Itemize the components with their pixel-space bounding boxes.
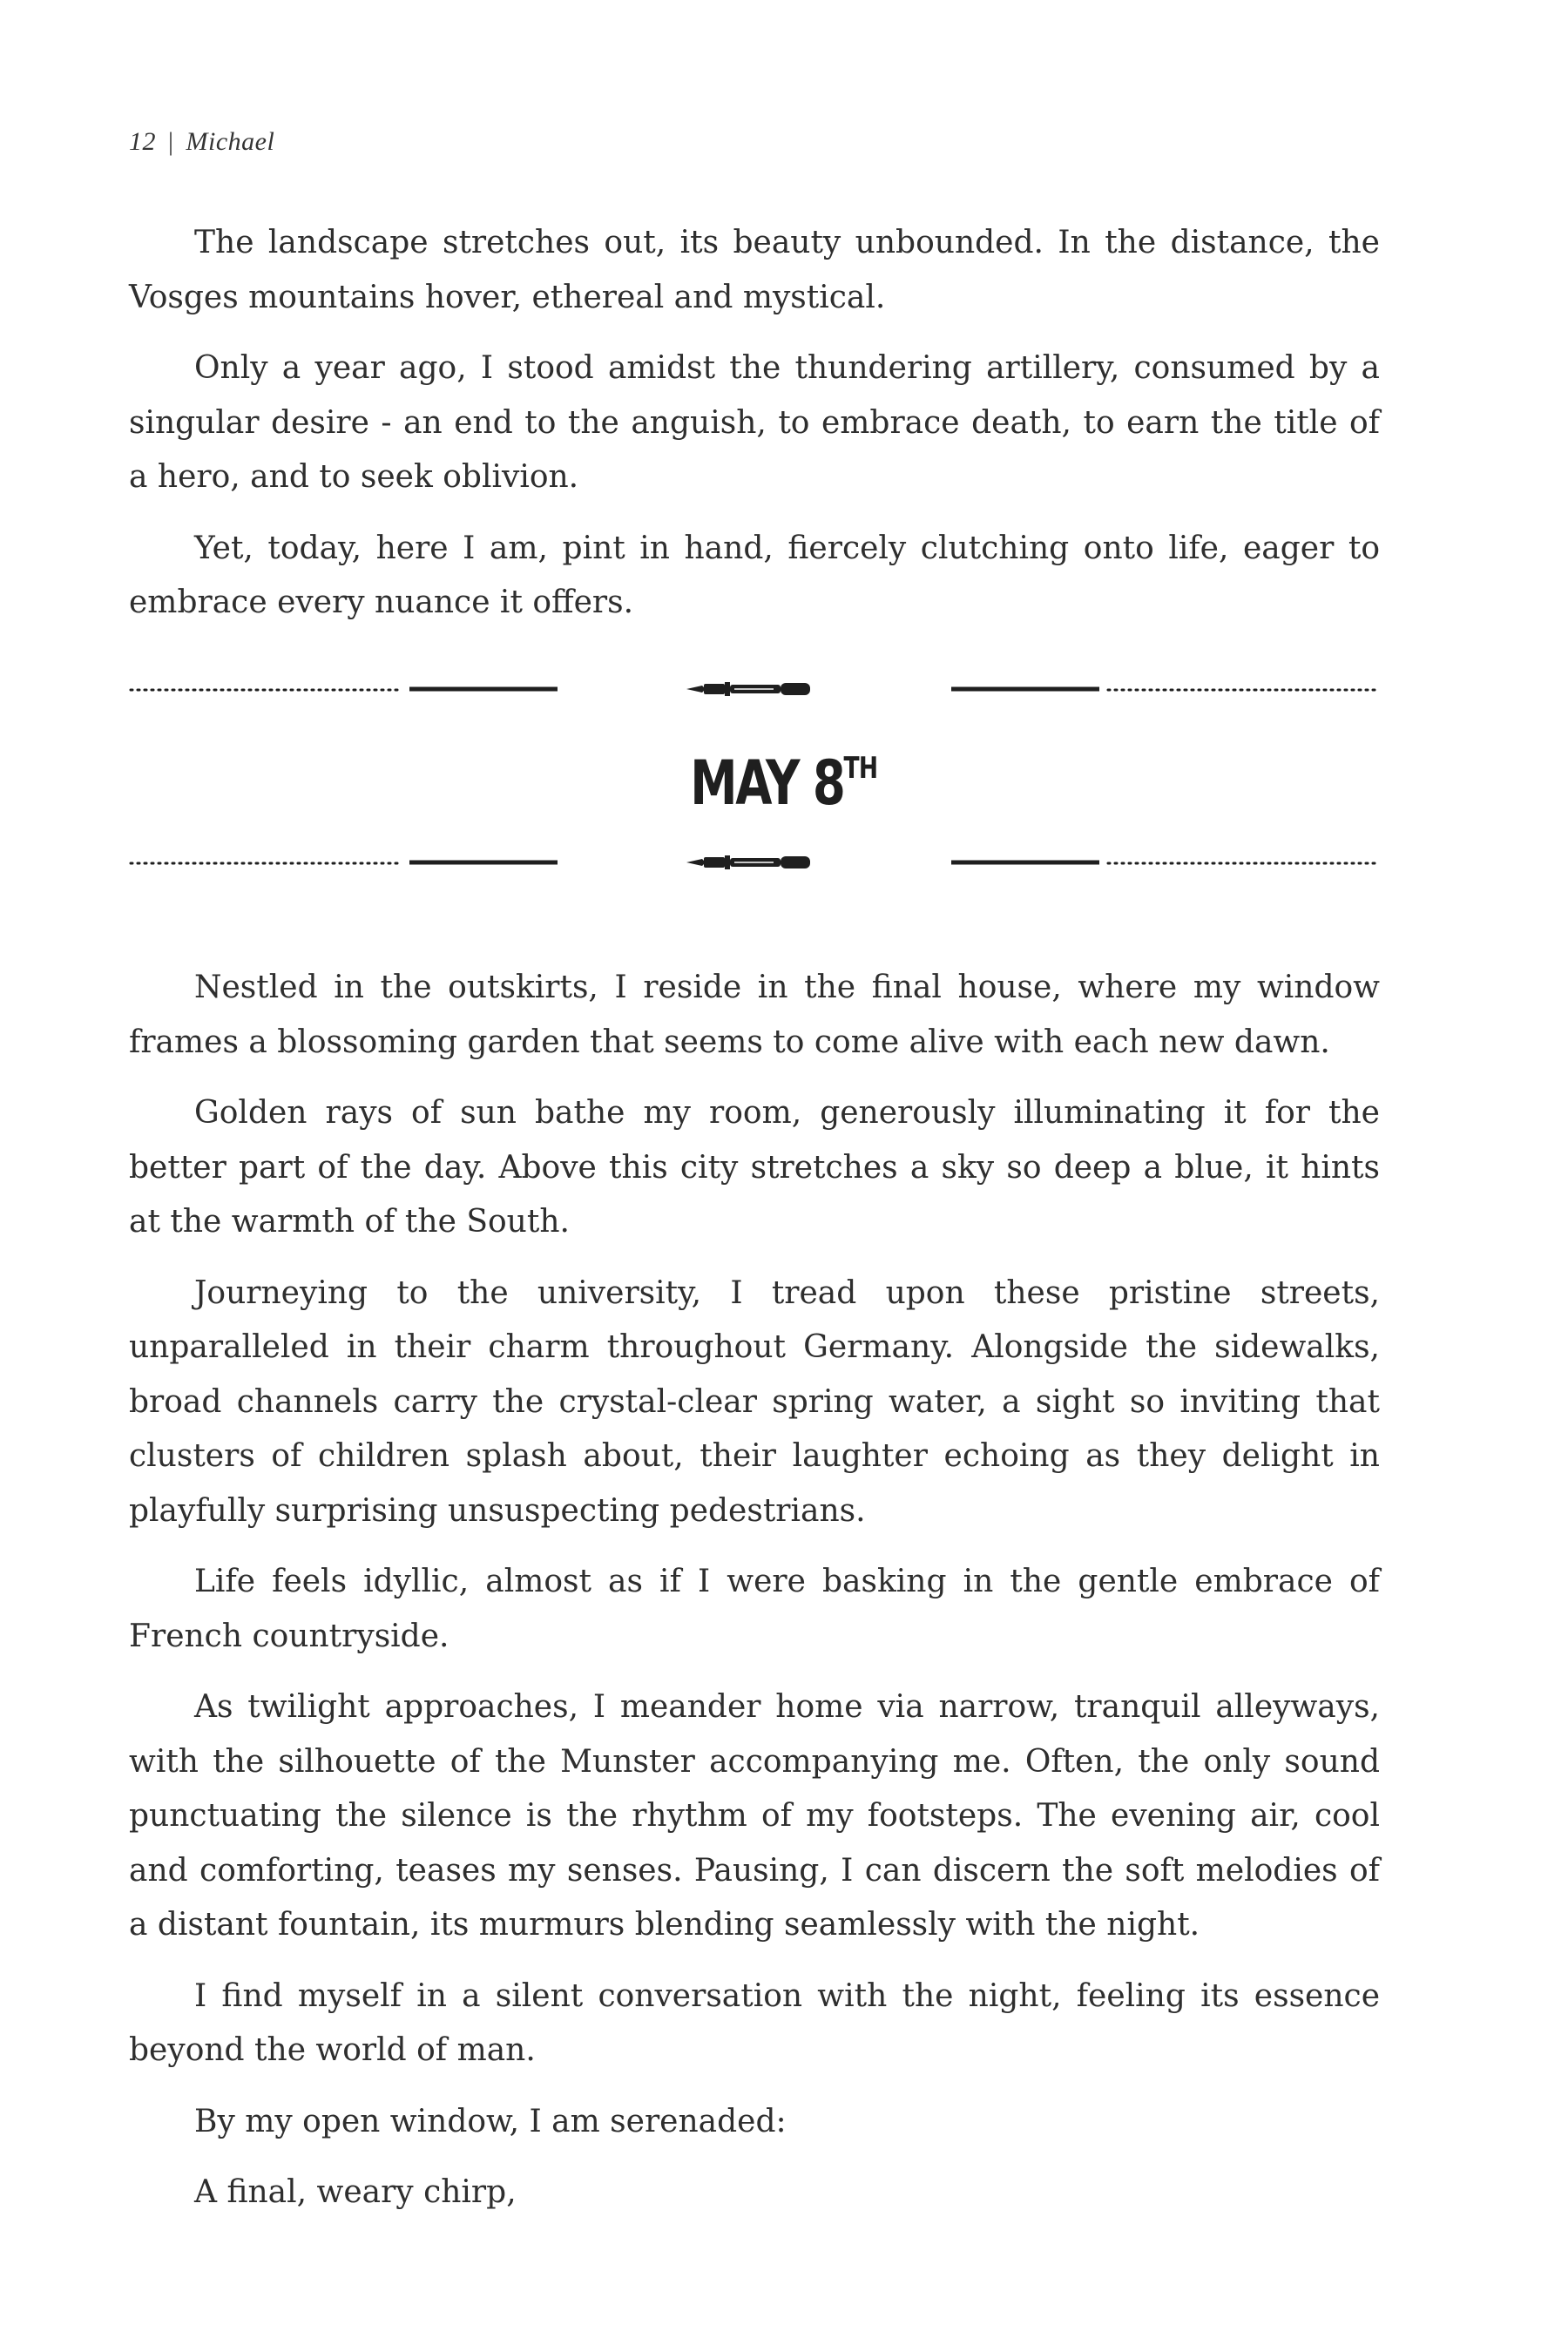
paragraph: Yet, today, here I am, pint in hand, fiercely clutching onto life, eager to embrace every nuance it offers. (129, 530, 1380, 620)
paragraph: Journeying to the university, I tread upon these pristine streets, unparalleled in their charm throughout Germany. Alongside the sidewalks, broad channels carry the crystal-clear spring water, a sight so inviting that clusters of children splash about, their laughter echoing as they delight in playfully surprising unsuspecting pedestrians. (129, 1274, 1380, 1529)
paragraph: Nestled in the outskirts, I reside in the final house, where my window frames a blossoming garden that seems to come alive with each new dawn. (129, 970, 1380, 1060)
bottom-text-block (129, 961, 1380, 2237)
paragraph: Golden rays of sun bathe my room, generously illuminating it for the better part of the day. Above this city stretches a sky so deep a blue, it hints at the warmth of the South. (129, 1095, 1380, 1240)
paragraph: As twilight approaches, I meander home via narrow, tranquil alleyways, with the silhouette of the Munster accompanying me. Often, the only sound punctuating the silence is the rhythm of my footsteps. The evening air, cool and comforting, teases my senses. Pausing, I can discern the soft melodies of a distant fountain, its murmurs blending seamlessly with the night. (129, 1689, 1380, 1943)
running-head (129, 127, 274, 157)
paragraph: I find myself in a silent conversation with the night, feeling its essence beyond the world of man. (129, 1977, 1380, 2068)
ornament-rule-top (129, 675, 1380, 701)
header-separator: | (168, 127, 174, 156)
chapter-title: Michael (186, 127, 275, 156)
entry-heading-suffix: TH (843, 751, 878, 786)
fountain-pen-icon (686, 855, 810, 869)
entry-heading-text: MAY 8TH (690, 747, 878, 819)
top-text-block (129, 216, 1380, 647)
page-number: 12 (129, 127, 156, 156)
ornament-rule-bottom (129, 848, 1380, 875)
paragraph: A final, weary chirp, (194, 2174, 517, 2210)
entry-heading (0, 747, 1568, 819)
paragraph: The landscape stretches out, its beauty unbounded. In the distance, the Vosges mountains hover, ethereal and mystical. (129, 225, 1380, 315)
fountain-pen-icon (686, 682, 810, 696)
paragraph: Only a year ago, I stood amidst the thundering artillery, consumed by a singular desire - an end to the anguish, to embrace death, to earn the title of a hero, and to seek oblivion. (129, 350, 1380, 495)
paragraph: Life feels idyllic, almost as if I were basking in the gentle embrace of French countryside. (129, 1564, 1380, 1654)
paragraph: By my open window, I am serenaded: (194, 2103, 787, 2139)
